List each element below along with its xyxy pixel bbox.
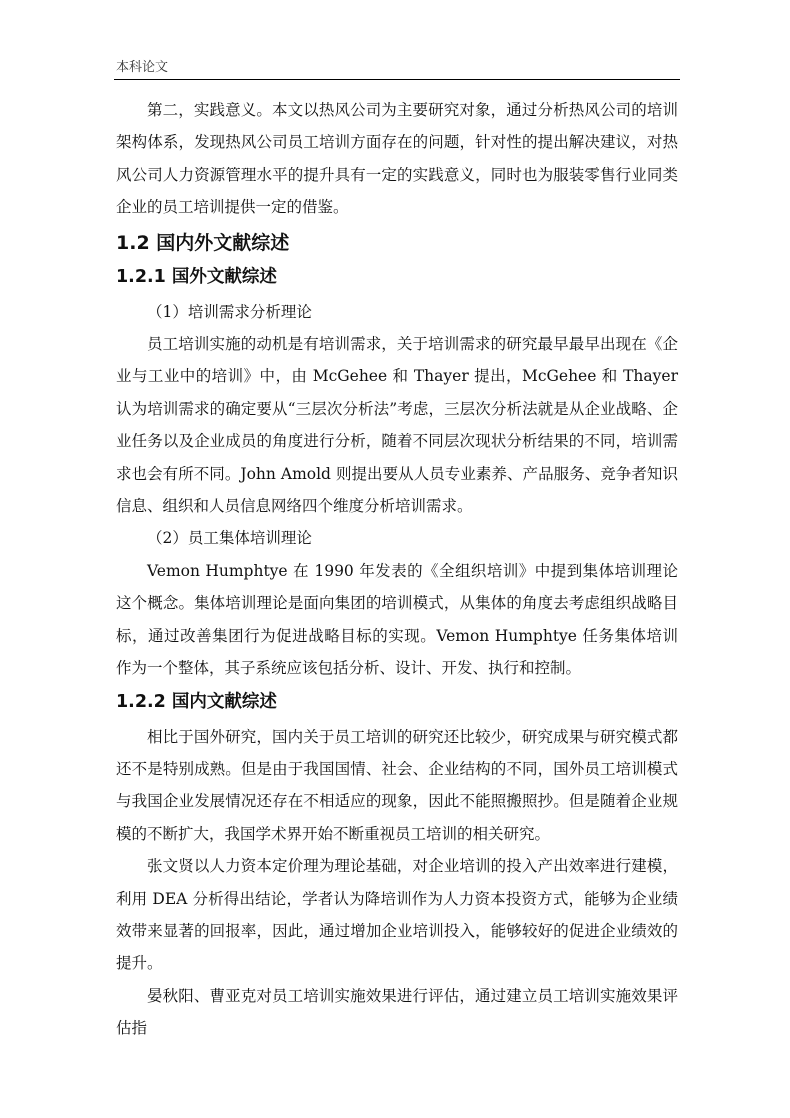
paragraph-training-needs: 员工培训实施的动机是有培训需求，关于培训需求的研究最早最早出现在《企业与工业中的培训》中，由 McGehee 和 Thayer 提出，McGehee 和 Thayer 认为培训需求的确定要从“三层次分析法”考虑，三层次分析法就是从企业战略、企业任务以及企业成员的角度进行分析，随着不同层次现状分析结果的不同，培训需求也会有所不同。John Amold 则提出要从人员专业素养、产品服务、竞争者知识信息、组织和人员信息网络四个维度分析培训需求。 — [116, 335, 678, 516]
paragraph-yan-qiuyang: 晏秋阳、曹亚克对员工培训实施效果进行评估，通过建立员工培训实施效果评估指 — [116, 986, 678, 1038]
subsection-heading-domestic-literature: 1.2.2 国内文献综述 — [116, 691, 277, 712]
header-rule — [114, 79, 680, 80]
page-body — [116, 94, 678, 1045]
item-label-training-needs-theory: （1）培训需求分析理论 — [147, 302, 312, 321]
paragraph-collective-training: Vemon Humphtye 在 1990 年发表的《全组织培训》中提到集体培训理论这个概念。集体培训理论是面向集团的培训模式，从集体的角度去考虑组织战略目标，通过改善集团行为促进战略目标的实现。Vemon Humphtye 任务集体培训作为一个整体，其子系统应该包括分析、设计、开发、执行和控制。 — [116, 561, 678, 678]
item-label-collective-training-theory: （2）员工集体培训理论 — [147, 529, 312, 548]
section-heading-literature-review: 1.2 国内外文献综述 — [116, 231, 290, 254]
subsection-heading-foreign-literature: 1.2.1 国外文献综述 — [116, 266, 277, 287]
paragraph-zhang-wenxian: 张文贤以人力资本定价理为理论基础，对企业培训的投入产出效率进行建模，利用 DEA 分析得出结论，学者认为降培训作为人力资本投资方式，能够为企业绩效带来显著的回报率，因此，通过增加企业培训投入，能够较好的促进企业绩效的提升。 — [116, 857, 678, 973]
paragraph-domestic-overview: 相比于国外研究，国内关于员工培训的研究还比较少，研究成果与研究模式都还不是特别成熟。但是由于我国国情、社会、企业结构的不同，国外员工培训模式与我国企业发展情况还存在不相适应的现象，因此不能照搬照抄。但是随着企业规模的不断扩大，我国学术界开始不断重视员工培训的相关研究。 — [116, 727, 678, 843]
running-header: 本科论文 — [116, 60, 169, 75]
paragraph-practical-significance: 第二，实践意义。本文以热风公司为主要研究对象，通过分析热风公司的培训架构体系，发现热风公司员工培训方面存在的问题，针对性的提出解决建议，对热风公司人力资源管理水平的提升具有一定的实践意义，同时也为服装零售行业同类企业的员工培训提供一定的借鉴。 — [116, 101, 678, 217]
